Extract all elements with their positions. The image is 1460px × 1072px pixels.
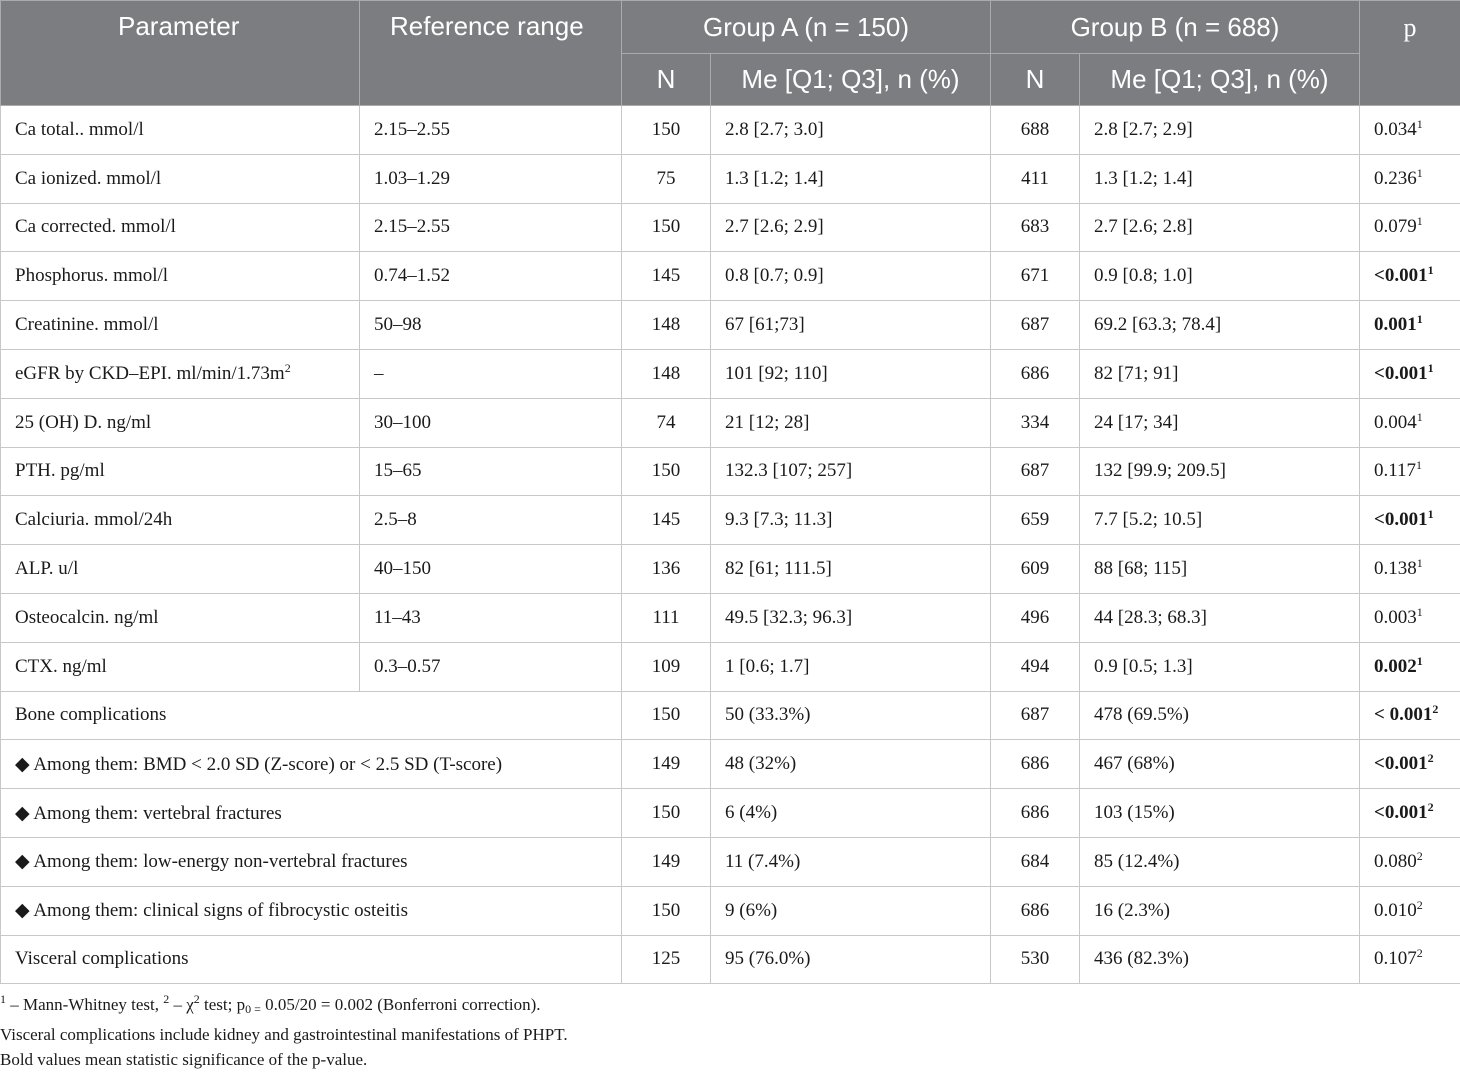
cell-n-a: 75 xyxy=(622,154,711,203)
footnote-visceral: Visceral complications include kidney and gastrointestinal manifestations of PHPT. xyxy=(0,1022,568,1047)
cell-reference-range: 1.03–1.29 xyxy=(360,154,622,203)
cell-value-b: 85 (12.4%) xyxy=(1080,837,1360,886)
header-me-b: Me [Q1; Q3], n (%) xyxy=(1080,54,1360,106)
cell-n-b: 496 xyxy=(991,593,1080,642)
cell-value-b: 88 [68; 115] xyxy=(1080,545,1360,594)
cell-n-b: 683 xyxy=(991,203,1080,252)
cell-p-value: 0.010$^2$ xyxy=(1360,886,1460,935)
table-row xyxy=(1,106,1460,155)
cell-reference-range: 15–65 xyxy=(360,447,622,496)
cell-reference-range: – xyxy=(360,349,622,398)
table-row xyxy=(1,301,1460,350)
cell-value-b: 7.7 [5.2; 10.5] xyxy=(1080,496,1360,545)
table-row xyxy=(1,593,1460,642)
cell-value-a: 67 [61;73] xyxy=(711,301,991,350)
cell-p-value: 0.079$^1$ xyxy=(1360,203,1460,252)
cell-value-b: 478 (69.5%) xyxy=(1080,691,1360,740)
cell-parameter: Visceral complications xyxy=(1,935,622,984)
table-row xyxy=(1,203,1460,252)
cell-parameter: eGFR by CKD–EPI. $ml/\min/1.73m^2$ xyxy=(1,349,360,398)
cell-parameter: Ca corrected. mmol/l xyxy=(1,203,360,252)
cell-value-a: 48 (32%) xyxy=(711,740,991,789)
cell-p-value: 0.003$^1$ xyxy=(1360,593,1460,642)
cell-p-value: $<0.001^1$ xyxy=(1360,496,1460,545)
table-row xyxy=(1,886,1460,935)
cell-n-b: 530 xyxy=(991,935,1080,984)
table-body xyxy=(1,106,1460,984)
cell-n-a: 111 xyxy=(622,593,711,642)
cell-reference-range: 2.15–2.55 xyxy=(360,203,622,252)
cell-value-a: 101 [92; 110] xyxy=(711,349,991,398)
cell-value-a: 9 (6%) xyxy=(711,886,991,935)
cell-n-a: 145 xyxy=(622,252,711,301)
cell-n-a: 148 xyxy=(622,301,711,350)
cell-value-b: 0.9 [0.5; 1.3] xyxy=(1080,642,1360,691)
cell-p-value: 0.004$^1$ xyxy=(1360,398,1460,447)
cell-value-b: 24 [17; 34] xyxy=(1080,398,1360,447)
table-row xyxy=(1,447,1460,496)
cell-value-a: 0.8 [0.7; 0.9] xyxy=(711,252,991,301)
cell-reference-range: 2.5–8 xyxy=(360,496,622,545)
cell-n-b: 688 xyxy=(991,106,1080,155)
cell-value-b: 2.8 [2.7; 2.9] xyxy=(1080,106,1360,155)
cell-n-b: 686 xyxy=(991,740,1080,789)
cell-parameter: 25 (OH) D. ng/ml xyxy=(1,398,360,447)
cell-n-b: 686 xyxy=(991,349,1080,398)
cell-p-value: 0.002$^1$ xyxy=(1360,642,1460,691)
cell-reference-range: 11–43 xyxy=(360,593,622,642)
table-row xyxy=(1,398,1460,447)
cell-value-b: 1.3 [1.2; 1.4] xyxy=(1080,154,1360,203)
header-p: p xyxy=(1360,1,1460,106)
cell-n-a: 109 xyxy=(622,642,711,691)
cell-value-a: 11 (7.4%) xyxy=(711,837,991,886)
cell-p-value: 0.117$^1$ xyxy=(1360,447,1460,496)
cell-parameter: Bone complications xyxy=(1,691,622,740)
header-group-a: Group A (n = 150) xyxy=(622,1,991,54)
cell-parameter: ◆ Among them: BMD < 2.0 SD (Z-score) or < 2.5 SD (T-score) xyxy=(1,740,622,789)
cell-reference-range: 30–100 xyxy=(360,398,622,447)
cell-p-value: $<0.001^1$ xyxy=(1360,252,1460,301)
cell-n-a: 149 xyxy=(622,837,711,886)
cell-parameter: Osteocalcin. ng/ml xyxy=(1,593,360,642)
cell-reference-range: 2.15–2.55 xyxy=(360,106,622,155)
table-row xyxy=(1,789,1460,838)
cell-value-b: 2.7 [2.6; 2.8] xyxy=(1080,203,1360,252)
cell-n-a: 150 xyxy=(622,203,711,252)
table-row xyxy=(1,691,1460,740)
cell-parameter: Calciuria. mmol/24h xyxy=(1,496,360,545)
cell-n-a: 150 xyxy=(622,789,711,838)
cell-n-b: 687 xyxy=(991,447,1080,496)
cell-value-a: 82 [61; 111.5] xyxy=(711,545,991,594)
cell-value-b: 436 (82.3%) xyxy=(1080,935,1360,984)
cell-p-value: 0.001$^1$ xyxy=(1360,301,1460,350)
cell-p-value: $<0.001^2$ xyxy=(1360,789,1460,838)
cell-n-a: 74 xyxy=(622,398,711,447)
cell-n-a: 149 xyxy=(622,740,711,789)
header-reference-range: Reference range xyxy=(360,1,622,106)
cell-n-a: 136 xyxy=(622,545,711,594)
cell-n-b: 334 xyxy=(991,398,1080,447)
cell-value-a: 2.7 [2.6; 2.9] xyxy=(711,203,991,252)
cell-value-a: 1 [0.6; 1.7] xyxy=(711,642,991,691)
cell-value-a: 49.5 [32.3; 96.3] xyxy=(711,593,991,642)
cell-p-value: $<0.001^2$ xyxy=(1360,740,1460,789)
cell-parameter: ◆ Among them: low-energy non-vertebral fractures xyxy=(1,837,622,886)
cell-value-b: 132 [99.9; 209.5] xyxy=(1080,447,1360,496)
cell-value-a: 6 (4%) xyxy=(711,789,991,838)
cell-p-value: 0.034$^1$ xyxy=(1360,106,1460,155)
cell-value-b: 0.9 [0.8; 1.0] xyxy=(1080,252,1360,301)
cell-n-a: 150 xyxy=(622,886,711,935)
cell-value-a: 21 [12; 28] xyxy=(711,398,991,447)
header-n-a: N xyxy=(622,54,711,106)
cell-p-value: 0.107$^2$ xyxy=(1360,935,1460,984)
header-me-a: Me [Q1; Q3], n (%) xyxy=(711,54,991,106)
cell-parameter: CTX. ng/ml xyxy=(1,642,360,691)
table-row xyxy=(1,545,1460,594)
cell-n-b: 686 xyxy=(991,789,1080,838)
cell-n-a: 150 xyxy=(622,691,711,740)
cell-value-b: 69.2 [63.3; 78.4] xyxy=(1080,301,1360,350)
table-row xyxy=(1,154,1460,203)
cell-p-value: $<0.001^1$ xyxy=(1360,349,1460,398)
cell-p-value: 0.236$^1$ xyxy=(1360,154,1460,203)
cell-n-b: 609 xyxy=(991,545,1080,594)
cell-value-b: 16 (2.3%) xyxy=(1080,886,1360,935)
cell-value-b: 103 (15%) xyxy=(1080,789,1360,838)
cell-n-b: 687 xyxy=(991,691,1080,740)
header-group-b: Group B (n = 688) xyxy=(991,1,1360,54)
header-n-b: N xyxy=(991,54,1080,106)
cell-parameter: ALP. u/l xyxy=(1,545,360,594)
cell-value-a: 2.8 [2.7; 3.0] xyxy=(711,106,991,155)
footnote-tests: $^1$ – Mann-Whitney test, $^2 - \chi^2$ test; $p_{0 =}$ 0.05/20 = 0.002 (Bonferroni correction). xyxy=(0,992,568,1022)
footnote-bold: Bold values mean statistic significance of the p-value. xyxy=(0,1047,568,1072)
cell-reference-range: 50–98 xyxy=(360,301,622,350)
cell-reference-range: 0.74–1.52 xyxy=(360,252,622,301)
cell-parameter: Ca ionized. mmol/l xyxy=(1,154,360,203)
table-row xyxy=(1,349,1460,398)
header-parameter: Parameter xyxy=(1,1,360,106)
cell-value-b: 44 [28.3; 68.3] xyxy=(1080,593,1360,642)
cell-n-b: 494 xyxy=(991,642,1080,691)
cell-p-value: < $0.001^2$ xyxy=(1360,691,1460,740)
cell-value-b: 82 [71; 91] xyxy=(1080,349,1360,398)
cell-n-b: 411 xyxy=(991,154,1080,203)
cell-n-b: 687 xyxy=(991,301,1080,350)
cell-n-b: 686 xyxy=(991,886,1080,935)
table-row xyxy=(1,642,1460,691)
cell-parameter: Phosphorus. mmol/l xyxy=(1,252,360,301)
cell-parameter: ◆ Among them: vertebral fractures xyxy=(1,789,622,838)
cell-value-a: 1.3 [1.2; 1.4] xyxy=(711,154,991,203)
table-row xyxy=(1,837,1460,886)
cell-parameter: Creatinine. mmol/l xyxy=(1,301,360,350)
cell-value-b: 467 (68%) xyxy=(1080,740,1360,789)
table-row xyxy=(1,496,1460,545)
cell-n-b: 671 xyxy=(991,252,1080,301)
cell-parameter: ◆ Among them: clinical signs of fibrocystic osteitis xyxy=(1,886,622,935)
cell-parameter: Ca total.. mmol/l xyxy=(1,106,360,155)
cell-p-value: 0.080$^2$ xyxy=(1360,837,1460,886)
cell-value-a: 50 (33.3%) xyxy=(711,691,991,740)
table-row xyxy=(1,740,1460,789)
cell-n-a: 148 xyxy=(622,349,711,398)
cell-n-a: 125 xyxy=(622,935,711,984)
cell-n-b: 684 xyxy=(991,837,1080,886)
cell-value-a: 132.3 [107; 257] xyxy=(711,447,991,496)
cell-p-value: 0.138$^1$ xyxy=(1360,545,1460,594)
table-row xyxy=(1,252,1460,301)
cell-parameter: PTH. pg/ml xyxy=(1,447,360,496)
cell-value-a: 95 (76.0%) xyxy=(711,935,991,984)
cell-value-a: 9.3 [7.3; 11.3] xyxy=(711,496,991,545)
cell-n-a: 145 xyxy=(622,496,711,545)
table-row xyxy=(1,935,1460,984)
cell-n-a: 150 xyxy=(622,106,711,155)
cell-reference-range: 0.3–0.57 xyxy=(360,642,622,691)
cell-n-a: 150 xyxy=(622,447,711,496)
table-header xyxy=(1,1,1460,106)
table-footnotes xyxy=(0,992,568,1072)
cell-reference-range: 40–150 xyxy=(360,545,622,594)
cell-n-b: 659 xyxy=(991,496,1080,545)
